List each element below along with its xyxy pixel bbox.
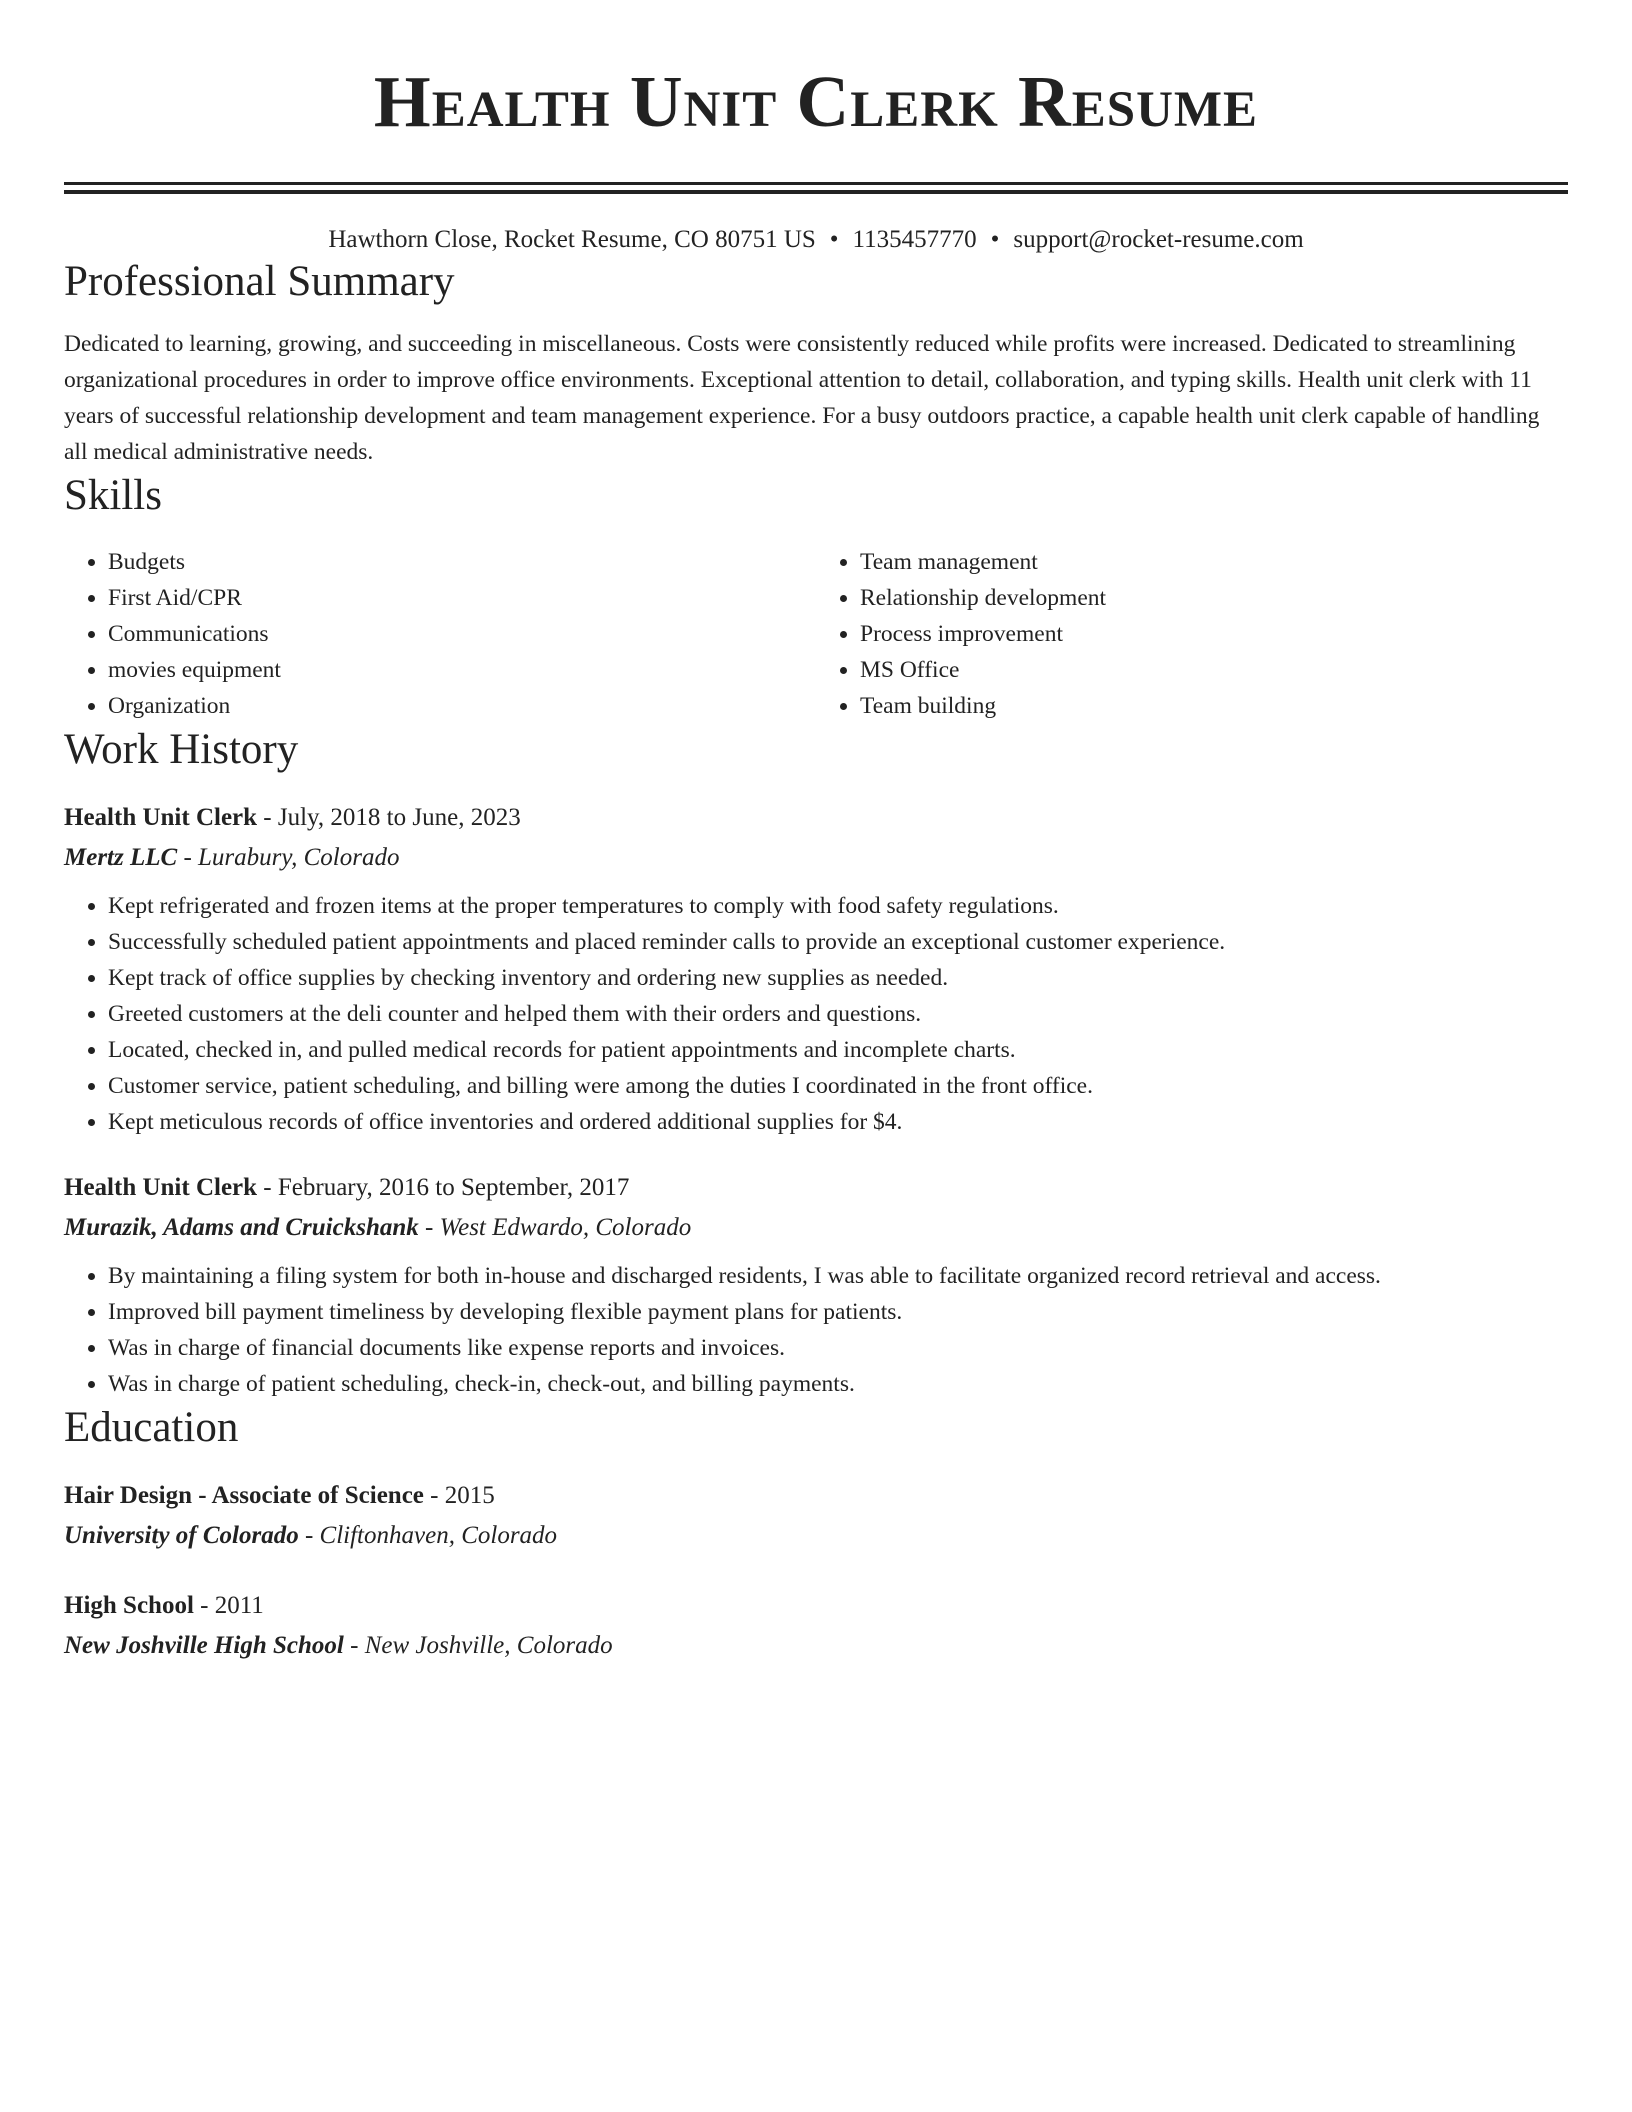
title-divider (64, 182, 1568, 194)
skill-item: • Budgets (108, 544, 816, 580)
job-title: Health Unit Clerk (64, 1174, 258, 1201)
skill-item: • Team building (860, 688, 1568, 724)
job-dates: - February, 2016 to September, 2017 (257, 1174, 630, 1201)
education-heading: Education (64, 1404, 239, 1451)
job-duty: • Kept meticulous records of office inventories and ordered additional supplies for $4. (108, 1104, 1568, 1140)
school-location: - New Joshville, Colorado (343, 1632, 613, 1659)
work-history-heading: Work History (64, 726, 299, 773)
education-school (64, 1626, 1568, 1666)
job-header (64, 1168, 1568, 1208)
school-location: - Cliftonhaven, Colorado (298, 1522, 558, 1549)
summary-text: Dedicated to learning, growing, and succeeding in miscellaneous. Costs were consistently reduced while profits were increased. Dedicated to streamlining organizational procedures in order to improve office environments. Exceptional attention to detail, collaboration, and typing skills. Health unit clerk with 11 years of successful relationship development and team management experience. For a busy outdoors practice, a capable health unit clerk capable of handling all medical administrative needs. (64, 331, 1540, 465)
job-duty: • Improved bill payment timeliness by developing flexible payment plans for patients. (108, 1294, 1568, 1330)
degree-name: Hair Design - Associate of Science (64, 1482, 424, 1509)
job-duty: • Was in charge of financial documents like expense reports and invoices. (108, 1330, 1568, 1366)
skill-item: • Organization (108, 688, 816, 724)
education-header (64, 1586, 1568, 1626)
school-name: University of Colorado (64, 1522, 299, 1549)
skill-item: • First Aid/CPR (108, 580, 816, 616)
skill-item: • Communications (108, 616, 816, 652)
job-employer (64, 838, 1568, 878)
skills-heading: Skills (64, 472, 162, 519)
job-duty: • Was in charge of patient scheduling, check-in, check-out, and billing payments. (108, 1366, 1568, 1402)
company-name: Murazik, Adams and Cruickshank (64, 1214, 419, 1241)
graduation-year: - 2011 (193, 1592, 264, 1619)
job-duty: • Greeted customers at the deli counter and helped them with their orders and questions. (108, 996, 1568, 1032)
summary-heading: Professional Summary (64, 258, 455, 305)
job-duty: • By maintaining a filing system for both in-house and discharged residents, I was able to facilitate organized record retrieval and access. (108, 1258, 1568, 1294)
contact-separator: • (829, 226, 839, 253)
skills-column-right (816, 544, 1568, 724)
skill-item: • Process improvement (860, 616, 1568, 652)
contact-address: Hawthorn Close, Rocket Resume, CO 80751 US (328, 226, 816, 253)
job-duty: • Kept refrigerated and frozen items at the proper temperatures to comply with food safety regulations. (108, 888, 1568, 924)
resume-title: Health Unit Clerk Resume (373, 61, 1259, 142)
job-duty: • Located, checked in, and pulled medical records for patient appointments and incomplete charts. (108, 1032, 1568, 1068)
skill-item: • MS Office (860, 652, 1568, 688)
education-header (64, 1476, 1568, 1516)
contact-line (64, 224, 1568, 256)
contact-phone: 1135457770 (852, 226, 977, 253)
skill-item: • Team management (860, 544, 1568, 580)
contact-separator: • (990, 226, 1000, 253)
company-name: Mertz LLC (64, 844, 178, 871)
job-title: Health Unit Clerk (64, 804, 258, 831)
job-duty: • Successfully scheduled patient appointments and placed reminder calls to provide an exceptional customer experience. (108, 924, 1568, 960)
skills-column-left (64, 544, 816, 724)
job-duty: • Customer service, patient scheduling, and billing were among the duties I coordinated in the front office. (108, 1068, 1568, 1104)
skills-list (64, 544, 1568, 724)
job-duties-list (64, 1258, 1568, 1402)
job-duties-list (64, 888, 1568, 1140)
education-school (64, 1516, 1568, 1556)
contact-email: support@rocket-resume.com (1013, 226, 1304, 253)
job-location: - Lurabury, Colorado (177, 844, 400, 871)
skill-item: • Relationship development (860, 580, 1568, 616)
school-name: New Joshville High School (64, 1632, 344, 1659)
job-duty: • Kept track of office supplies by checking inventory and ordering new supplies as needed. (108, 960, 1568, 996)
job-dates: - July, 2018 to June, 2023 (257, 804, 521, 831)
job-employer (64, 1208, 1568, 1248)
graduation-year: - 2015 (423, 1482, 495, 1509)
degree-name: High School (64, 1592, 194, 1619)
job-location: - West Edwardo, Colorado (418, 1214, 692, 1241)
skill-item: • movies equipment (108, 652, 816, 688)
job-header (64, 798, 1568, 838)
